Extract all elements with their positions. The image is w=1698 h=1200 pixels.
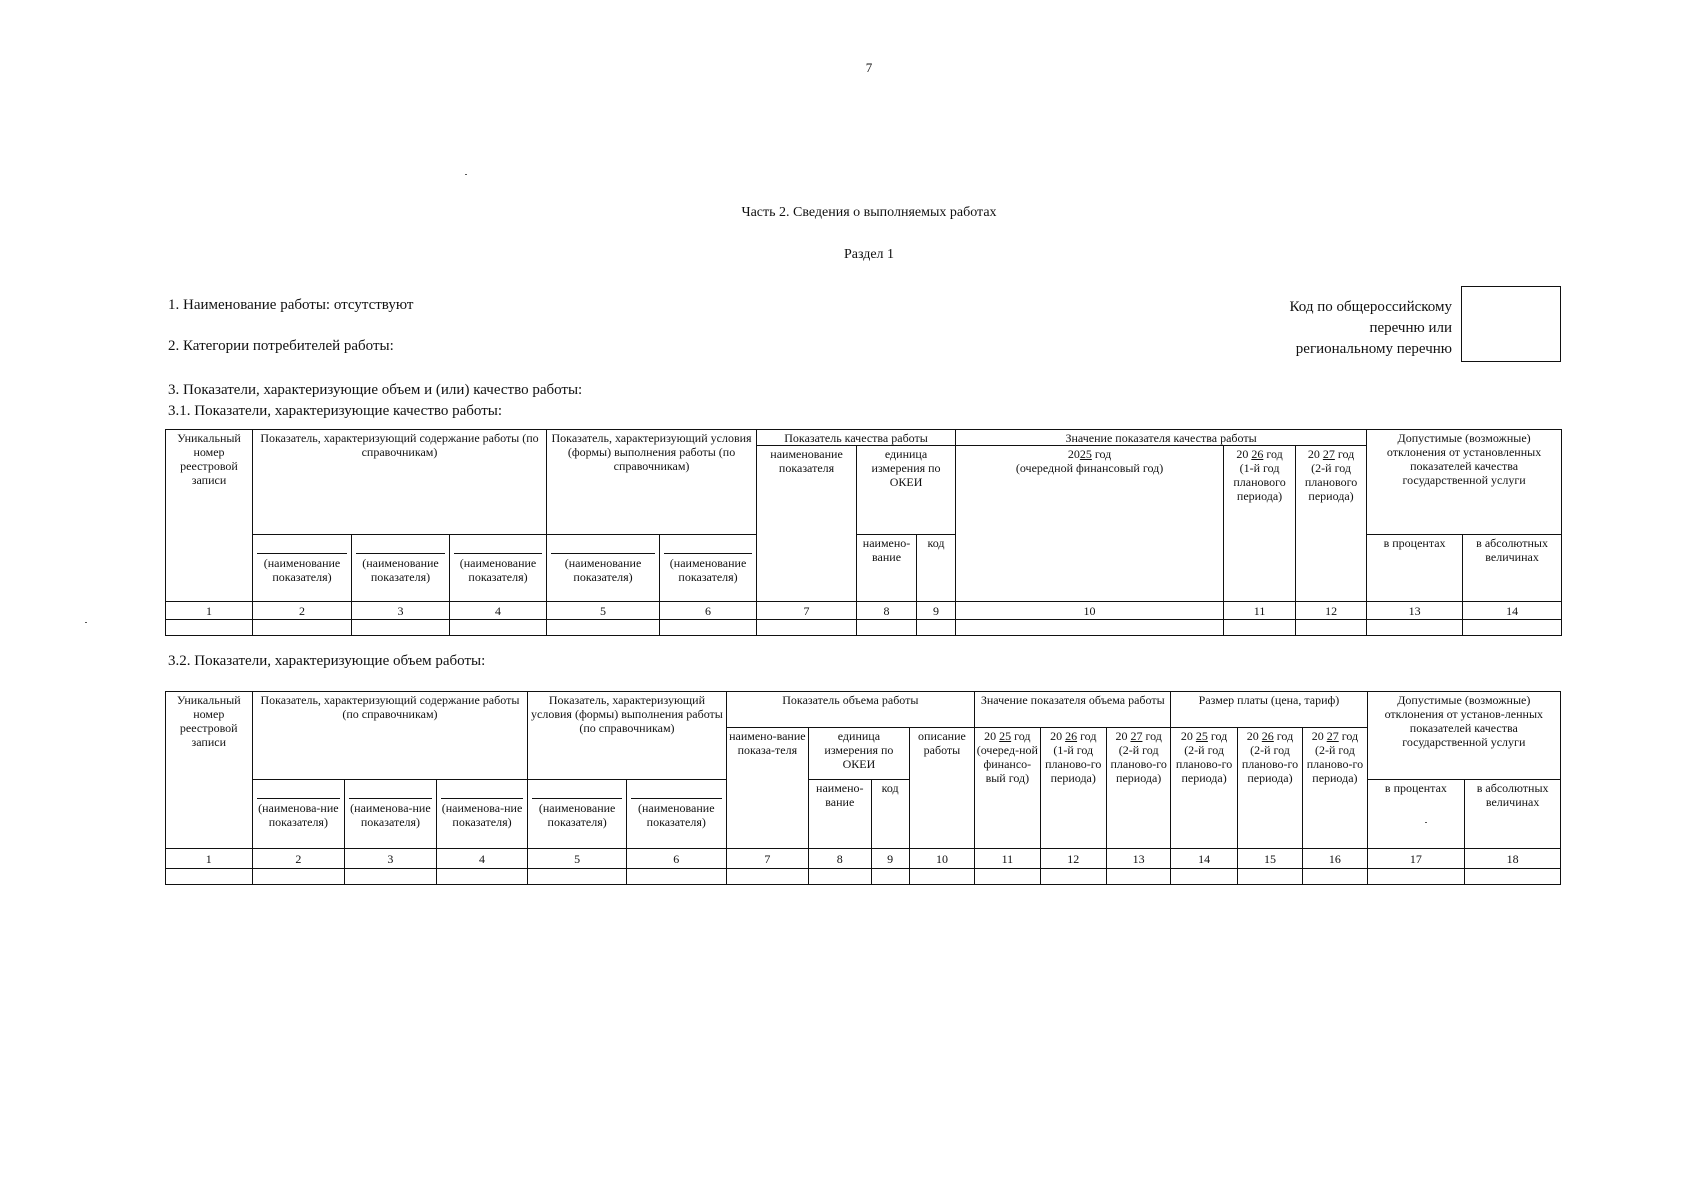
volume-indicators-heading: 3.2. Показатели, характеризующие объем работы: (168, 653, 486, 669)
table-cell[interactable] (1224, 620, 1296, 636)
table-cell[interactable] (1106, 869, 1170, 885)
col-unique-number: Уникальный номер реестровой записи (166, 430, 253, 602)
col-unit: единица измерения по ОКЕИ (809, 728, 910, 780)
table-cell[interactable] (1463, 620, 1562, 636)
col-number: 8 (857, 602, 917, 620)
consumer-categories-line: 2. Категории потребителей работы: (168, 338, 394, 354)
col-number: 16 (1303, 849, 1367, 869)
scan-speck (465, 174, 467, 175)
col-number: 2 (253, 602, 352, 620)
scan-speck (85, 622, 87, 623)
col-unit-code: код (871, 780, 909, 849)
col-number: 3 (352, 602, 450, 620)
col-number: 7 (757, 602, 857, 620)
table-cell[interactable] (1465, 869, 1561, 885)
sub-content-1: (наименова-ние показателя) (252, 780, 345, 849)
table-cell[interactable] (857, 620, 917, 636)
col-number: 1 (166, 849, 253, 869)
column-number-row (166, 849, 1561, 869)
table-cell[interactable] (871, 869, 909, 885)
code-label-line-1: Код по общероссийскому (1289, 299, 1452, 315)
table-cell[interactable] (450, 620, 547, 636)
sub-conditions-2: (наименование показателя) (626, 780, 726, 849)
table-cell[interactable] (166, 869, 253, 885)
table-cell[interactable] (809, 869, 871, 885)
col-work-description: описание работы (909, 728, 974, 849)
col-unique-number: Уникальный номер реестровой записи (166, 692, 253, 849)
code-label-line-2: перечню или (1369, 320, 1452, 336)
table-cell[interactable] (253, 620, 352, 636)
col-number: 17 (1367, 849, 1465, 869)
table-cell[interactable] (436, 869, 528, 885)
col-number: 13 (1106, 849, 1170, 869)
sub-conditions-2: (наименование показателя) (660, 535, 757, 602)
col-number: 8 (809, 849, 871, 869)
table-cell[interactable] (252, 869, 345, 885)
quality-indicators-heading: 3.1. Показатели, характеризующие качество работы: (168, 403, 502, 419)
col-number: 12 (1040, 849, 1106, 869)
col-unit-code: код (917, 535, 956, 602)
col-year-3: 20 27 год (2-й год планового периода) (1296, 446, 1367, 602)
table-cell[interactable] (1367, 620, 1463, 636)
quality-indicators-table (165, 429, 1562, 636)
table-cell[interactable] (975, 869, 1040, 885)
code-box[interactable] (1461, 286, 1561, 362)
col-number: 10 (909, 849, 974, 869)
col-deviation: Допустимые (возможные) отклонения от установленных показателей качества государственной услуги (1367, 430, 1562, 535)
table-cell[interactable] (1296, 620, 1367, 636)
col-number: 6 (626, 849, 726, 869)
col-number: 2 (252, 849, 345, 869)
col-number: 15 (1237, 849, 1302, 869)
table-cell[interactable] (1367, 869, 1465, 885)
table-cell[interactable] (1237, 869, 1302, 885)
col-number: 3 (345, 849, 437, 869)
table-cell[interactable] (660, 620, 757, 636)
col-number: 5 (547, 602, 660, 620)
col-number: 11 (1224, 602, 1296, 620)
col-number: 7 (726, 849, 809, 869)
col-number: 9 (917, 602, 956, 620)
sub-content-2: (наименование показателя) (352, 535, 450, 602)
table-cell[interactable] (956, 620, 1224, 636)
col-content-indicator: Показатель, характеризующий содержание работы (по справочникам) (253, 430, 547, 535)
table-cell[interactable] (166, 620, 253, 636)
col-value-year-1: 20 25 год (очеред-ной финансо-вый год) (975, 728, 1040, 849)
col-quality-name: наименование показателя (757, 446, 857, 602)
table-cell[interactable] (352, 620, 450, 636)
col-volume-value: Значение показателя объема работы (975, 692, 1171, 728)
col-fee-year-1: 20 25 год (2-й год планово-го периода) (1171, 728, 1237, 849)
col-number: 9 (871, 849, 909, 869)
code-label (1180, 297, 1452, 360)
part-title: Часть 2. Сведения о выполняемых работах (741, 205, 997, 220)
col-dev-absolute: в абсолютных величинах (1463, 535, 1562, 602)
col-volume-indicator: Показатель объема работы (726, 692, 975, 728)
col-number: 13 (1367, 602, 1463, 620)
table-cell[interactable] (528, 869, 627, 885)
col-quality-indicator: Показатель качества работы (757, 430, 956, 446)
volume-indicators-table (165, 691, 1561, 885)
table-cell[interactable] (757, 620, 857, 636)
col-dev-absolute: в абсолютных величинах (1465, 780, 1561, 849)
col-fee-year-2: 20 26 год (2-й год планово-го периода) (1237, 728, 1302, 849)
col-unit: единица измерения по ОКЕИ (857, 446, 956, 535)
col-quality-value: Значение показателя качества работы (956, 430, 1367, 446)
col-dev-percent: в процентах (1367, 780, 1465, 849)
col-number: 6 (660, 602, 757, 620)
table-cell[interactable] (726, 869, 809, 885)
scan-speck (1425, 822, 1427, 823)
empty-data-row (166, 869, 1561, 885)
col-number: 11 (975, 849, 1040, 869)
table-cell[interactable] (345, 869, 437, 885)
page-number: 7 (865, 60, 873, 75)
col-year-2: 20 26 год (1-й год планового периода) (1224, 446, 1296, 602)
table-cell[interactable] (1303, 869, 1367, 885)
table-cell[interactable] (909, 869, 974, 885)
col-number: 18 (1465, 849, 1561, 869)
column-number-row (166, 602, 1562, 620)
col-number: 1 (166, 602, 253, 620)
table-cell[interactable] (626, 869, 726, 885)
col-fee: Размер платы (цена, тариф) (1171, 692, 1367, 728)
col-dev-percent: в процентах (1367, 535, 1463, 602)
sub-content-2: (наименова-ние показателя) (345, 780, 437, 849)
work-name-line: 1. Наименование работы: отсутствуют (168, 297, 414, 313)
col-deviation: Допустимые (возможные) отклонения от установ-ленных показателей качества государственной услуги (1367, 692, 1560, 780)
table-cell[interactable] (1040, 869, 1106, 885)
col-number: 10 (956, 602, 1224, 620)
col-value-year-2: 20 26 год (1-й год планово-го периода) (1040, 728, 1106, 849)
indicators-heading: 3. Показатели, характеризующие объем и (или) качество работы: (168, 382, 583, 398)
table-cell[interactable] (917, 620, 956, 636)
col-number: 12 (1296, 602, 1367, 620)
col-conditions-indicator: Показатель, характеризующий условия (формы) выполнения работы (по справочникам) (547, 430, 757, 535)
col-unit-name: наимено-вание (809, 780, 871, 849)
col-content-indicator: Показатель, характеризующий содержание работы (по справочникам) (252, 692, 528, 780)
empty-data-row (166, 620, 1562, 636)
col-conditions-indicator: Показатель, характеризующий условия (формы) выполнения работы (по справочникам) (528, 692, 726, 780)
col-number: 4 (436, 849, 528, 869)
col-year-1: 2025 год (очередной финансовый год) (956, 446, 1224, 602)
sub-content-3: (наименование показателя) (450, 535, 547, 602)
code-label-line-3: региональному перечню (1295, 341, 1452, 357)
col-fee-year-3: 20 27 год (2-й год планово-го периода) (1303, 728, 1367, 849)
sub-conditions-1: (наименование показателя) (547, 535, 660, 602)
col-number: 5 (528, 849, 627, 869)
section-title: Раздел 1 (843, 247, 895, 262)
sub-content-3: (наименова-ние показателя) (436, 780, 528, 849)
table-cell[interactable] (547, 620, 660, 636)
col-volume-name: наимено-вание показа-теля (726, 728, 809, 849)
col-unit-name: наимено-вание (857, 535, 917, 602)
table-cell[interactable] (1171, 869, 1237, 885)
sub-conditions-1: (наименование показателя) (528, 780, 627, 849)
col-value-year-3: 20 27 год (2-й год планово-го периода) (1106, 728, 1170, 849)
sub-content-1: (наименование показателя) (253, 535, 352, 602)
col-number: 4 (450, 602, 547, 620)
col-number: 14 (1463, 602, 1562, 620)
col-number: 14 (1171, 849, 1237, 869)
